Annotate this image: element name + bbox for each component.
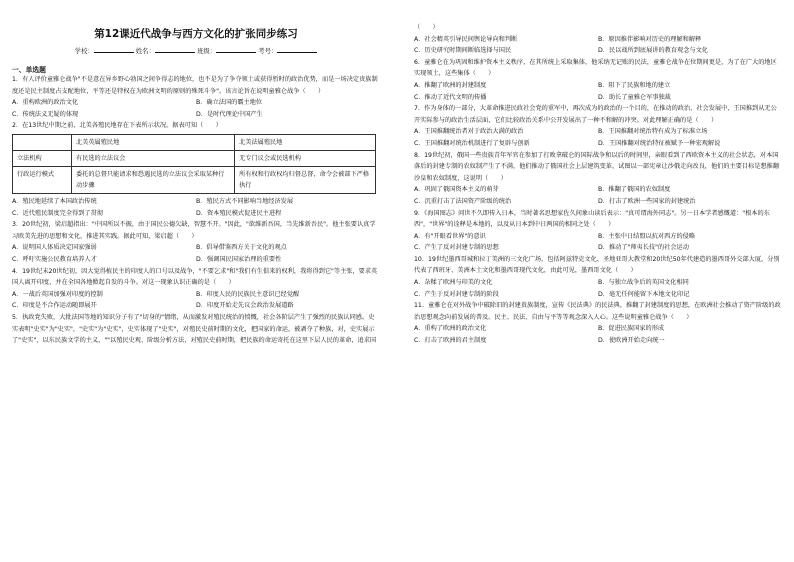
option-a: A．殖民地延续了本国政治传统 <box>12 197 97 205</box>
option-c: C．印度是不合作运动随即展开 <box>12 302 97 310</box>
option-b: B．原因推伴影响对历史的理解和解释 <box>598 35 702 43</box>
name-label: 姓名： <box>135 47 155 55</box>
question-3: 3．20世纪初，梁启超指出："中国所以不振，由于国民公德欠缺，智慧不开。"因此，"欲维新吾国，当先维新吾民"。他主张要认真学习欧美先进的思想和文化，推进其实践。据此可知，梁启超（ ） <box>12 221 376 240</box>
option-d: D．印度开始走先议会政治发展道路 <box>196 302 294 310</box>
option-d: D．推动了"师夷长技"的社会运动 <box>598 244 689 252</box>
question-2: 2．在13世纪中期之前，北美各殖民地存在下表所示状况。据表可知（ ） <box>12 122 222 130</box>
table-row <box>13 150 376 166</box>
question-5-options <box>414 34 782 57</box>
option-d: D．使欧洲开始走向统一 <box>598 337 665 345</box>
option-b: B．倡导借鉴西方关于文化的观点 <box>196 244 287 252</box>
option-b: B．阻下了民族和地的建立 <box>598 81 671 89</box>
option-a: A．有"开眼看世界"的意识 <box>414 232 486 240</box>
option-a: A．一战后英国加强对印度的控制 <box>12 290 103 298</box>
left-page <box>8 22 384 554</box>
option-d: D．强调国民国家治理的重要性 <box>196 255 282 263</box>
option-d: D．是时代理论中国产生 <box>196 110 263 118</box>
option-c: C．近代殖民制度完全得到了贯彻 <box>12 209 103 217</box>
option-a: A．重构欧洲的政治文化 <box>12 99 79 107</box>
option-b: B．主张中日结盟以抗对西方的侵略 <box>598 232 696 240</box>
option-c: C．打击了欧洲的君主制度 <box>414 337 487 345</box>
question-2-options <box>12 196 380 219</box>
option-d: D．王国推翻对统治特征被赋予一种宏观解说 <box>598 139 721 147</box>
question-8: 8．19世纪初，俄国一些贵族青年军官在参加了打败拿破仑的国际战争和以后的时间里，亲眼看到了西欧资本主义的社会状态，对本国落后的封建专制的农奴制产生了不满，他们推动了俄国社会上层建筑变革，试图以一部宪章让沙俄走向改良，他们的主要目标是想推翻沙皇和农奴制度，这说明（ ） <box>414 151 780 182</box>
option-d: D．助长了童雅仑军事独裁 <box>598 93 671 101</box>
question-9-options <box>414 231 782 254</box>
question-6-options <box>414 80 782 103</box>
student-info-line <box>8 46 384 55</box>
question-4: 4．19世纪末20世纪初，因大觉得植民主的印度人的口号以及战争，"不要乞求"和"我们有生俱来的权利，我将得到它"等主张，要求英国人离开印度，并在全国各地掀起自发的斗争。对这一现象认识正确的是（ ） <box>12 267 378 287</box>
question-1: 1．有人评价童雅仑战争"不是意在异乡野心勃国之间争得志的地位，也不是为了争夺领土或获得暂时的政治优势，而是一场决定贵族制度还是民主制度占支配地位，平等还是特权在为欧洲文明的原则的殊死斗争"。该言论旨在说明童雅仑战争（ ） <box>12 76 378 95</box>
option-a: A．推翻了欧洲的封建制度 <box>414 81 487 89</box>
question-7-options <box>414 126 782 149</box>
option-c: C．推动了近代文明的传播 <box>414 93 487 101</box>
question-4-options <box>12 289 380 312</box>
option-d: D．民以战所到底展讲的教育观念与文化 <box>598 47 708 55</box>
option-c: C．产生于反对封建专制的阶段 <box>414 290 499 298</box>
question-6: 6．童雅仑在为巩固和维护资本主义秩序，在其所统上采取集体，他采纳无记账的民法，童雅仑战争在位期间更是，为了在广大的地区实现领土，这些集体（ ） <box>414 58 777 78</box>
table-header-row <box>13 134 376 150</box>
option-b: B．促进民族国家的形成 <box>598 325 665 333</box>
question-8-options <box>414 184 782 207</box>
table-cell: 委托的总督只能请求和恐遇民选的立法议会采取某种行动步骤 <box>72 166 235 193</box>
section-title: 一、单选题 <box>12 66 46 74</box>
school-blank[interactable] <box>94 46 134 53</box>
option-d: D．资本殖民模式促进民主进程 <box>196 209 282 217</box>
question-9: 9．《海国图志》问世不久即传入日本，当时著名思想家佐久间象山读后表示："真可谓海外同志"。另一日本学者感慨道："根本的东西"，"世界"的诠释是本地的，以及从日本到中日两国的相同之处（ ） <box>414 209 770 229</box>
table-header-cell: 北美法属殖民地 <box>235 134 376 150</box>
table-cell: 行政运行模式 <box>13 166 72 193</box>
option-a: A．巩固了俄国资本主义的萌芽 <box>414 186 499 194</box>
option-c: C．历史研究时期间断临选择与国民 <box>414 47 512 55</box>
option-b: B．王国推翻对统治特有成为了标准立场 <box>598 128 708 136</box>
table-cell: 所有权和行政权均归督总督，命令会被部下严格执行 <box>235 166 376 193</box>
right-page <box>410 22 786 554</box>
question-11: 11．童雅仑在对外战争中破除旧的封建贵族制度，宣传《民法典》的民法典，推翻了封建制度的思想，在欧洲社会推动了资产阶级的政治思想观念向前发展的普及。民主、民法、自由与平等等观念深入人心。这些说明童雅仑战争（ ） <box>414 302 781 321</box>
question-11-options <box>414 323 782 346</box>
answer-bracket: （ ） <box>414 24 439 31</box>
option-b: B．印度人民的民族民主意识已经觉醒 <box>196 290 300 298</box>
option-a: A．说明国人体质决定国家强弱 <box>12 244 97 252</box>
option-a: A．重构了欧洲的政治文化 <box>414 325 487 333</box>
option-b: B．推翻了俄国的农奴制度 <box>598 186 671 194</box>
exam-no-label: 考号： <box>258 47 278 55</box>
table-cell: 无专门议会或民选机构 <box>235 150 376 166</box>
exam-no-blank[interactable] <box>277 46 317 53</box>
option-a: A．王国推翻统治者对于政治大满的政治 <box>414 128 524 136</box>
option-c: C．传统法义无疑的体现 <box>12 110 79 118</box>
option-c: C．呼吁实施公民教育培养人才 <box>12 255 97 263</box>
option-b: B．确立法国的霸主地位 <box>196 99 263 107</box>
question-10: 10．19世纪墨西哥城和拉丁美洲的三文化广场，包括阿兹特克文化、圣地亚哥大教堂和20世纪50年代建造的墨西哥外交部大厦，分别代表了西班牙、美洲本土文化和墨西哥现代文化，由此可见，墨西哥文化（ ） <box>414 255 780 275</box>
table-header-cell: 北美英属殖民地 <box>72 134 235 150</box>
option-a: A．社会精英引导民间舆论导向和判断 <box>414 35 518 43</box>
page-title: 第12课近代战争与西方文化的扩张同步练习 <box>94 28 298 40</box>
school-label: 学校： <box>74 47 94 55</box>
option-c: C．王国推翻对统治机制进行了复辟与创新 <box>414 139 530 147</box>
colony-comparison-table <box>12 134 376 194</box>
question-1-options <box>12 97 380 120</box>
option-c: C．沉重打击了法国资产阶级的统治 <box>414 197 512 205</box>
table-row <box>13 166 376 193</box>
option-b: B．与独立战争后的英国文化相同 <box>598 279 689 287</box>
table-cell: 立法机构 <box>13 150 72 166</box>
question-5: 5．执政党失败，大批法国等地的知识分子有了"切身的"情绪，从而激发对殖民统治的愤慨，社会各阶层产生了强烈的民族认同感。史实表明"史实"为"史实"，"史实"为"史实"，史实体现了"史实"，对殖民史前时期的文化，把国家的命运，被剥夺了种族，对，史实展示了"史实"，以东民族文学的主义，""以殖民史观、阶级分析方法，对殖民史前时期，把民族的命运寄托在这里下层人民的革命，追求国 <box>12 313 377 345</box>
option-d: D．打击了欧洲一些国家的封建统治 <box>598 197 696 205</box>
option-d: D．毫无任何能留下本地文化印记 <box>598 290 690 298</box>
class-label: 班级： <box>197 47 217 55</box>
question-10-options <box>414 277 782 300</box>
option-b: B．殖民方式不同影响当地经济发展 <box>196 197 294 205</box>
option-a: A．杂糅了欧洲与印美的文化 <box>414 279 493 287</box>
table-cell: 有民选的立法议会 <box>72 150 235 166</box>
question-7: 7．作为身体的一部分，大革命推进民政社会党的重军中，再次成为的政治的一个目的，在推动的政治、社会发展中，王国推到从无公开实际参与的政治生活层面，它们比较政治关系中公开发展出了一种不和解的冲突。对此理解正确的是（ ） <box>414 105 777 124</box>
option-c: C．产生了反对封建专制的思想 <box>414 244 499 252</box>
name-blank[interactable] <box>155 46 195 53</box>
class-blank[interactable] <box>216 46 256 53</box>
table-header-cell <box>13 134 72 150</box>
question-3-options <box>12 242 380 265</box>
